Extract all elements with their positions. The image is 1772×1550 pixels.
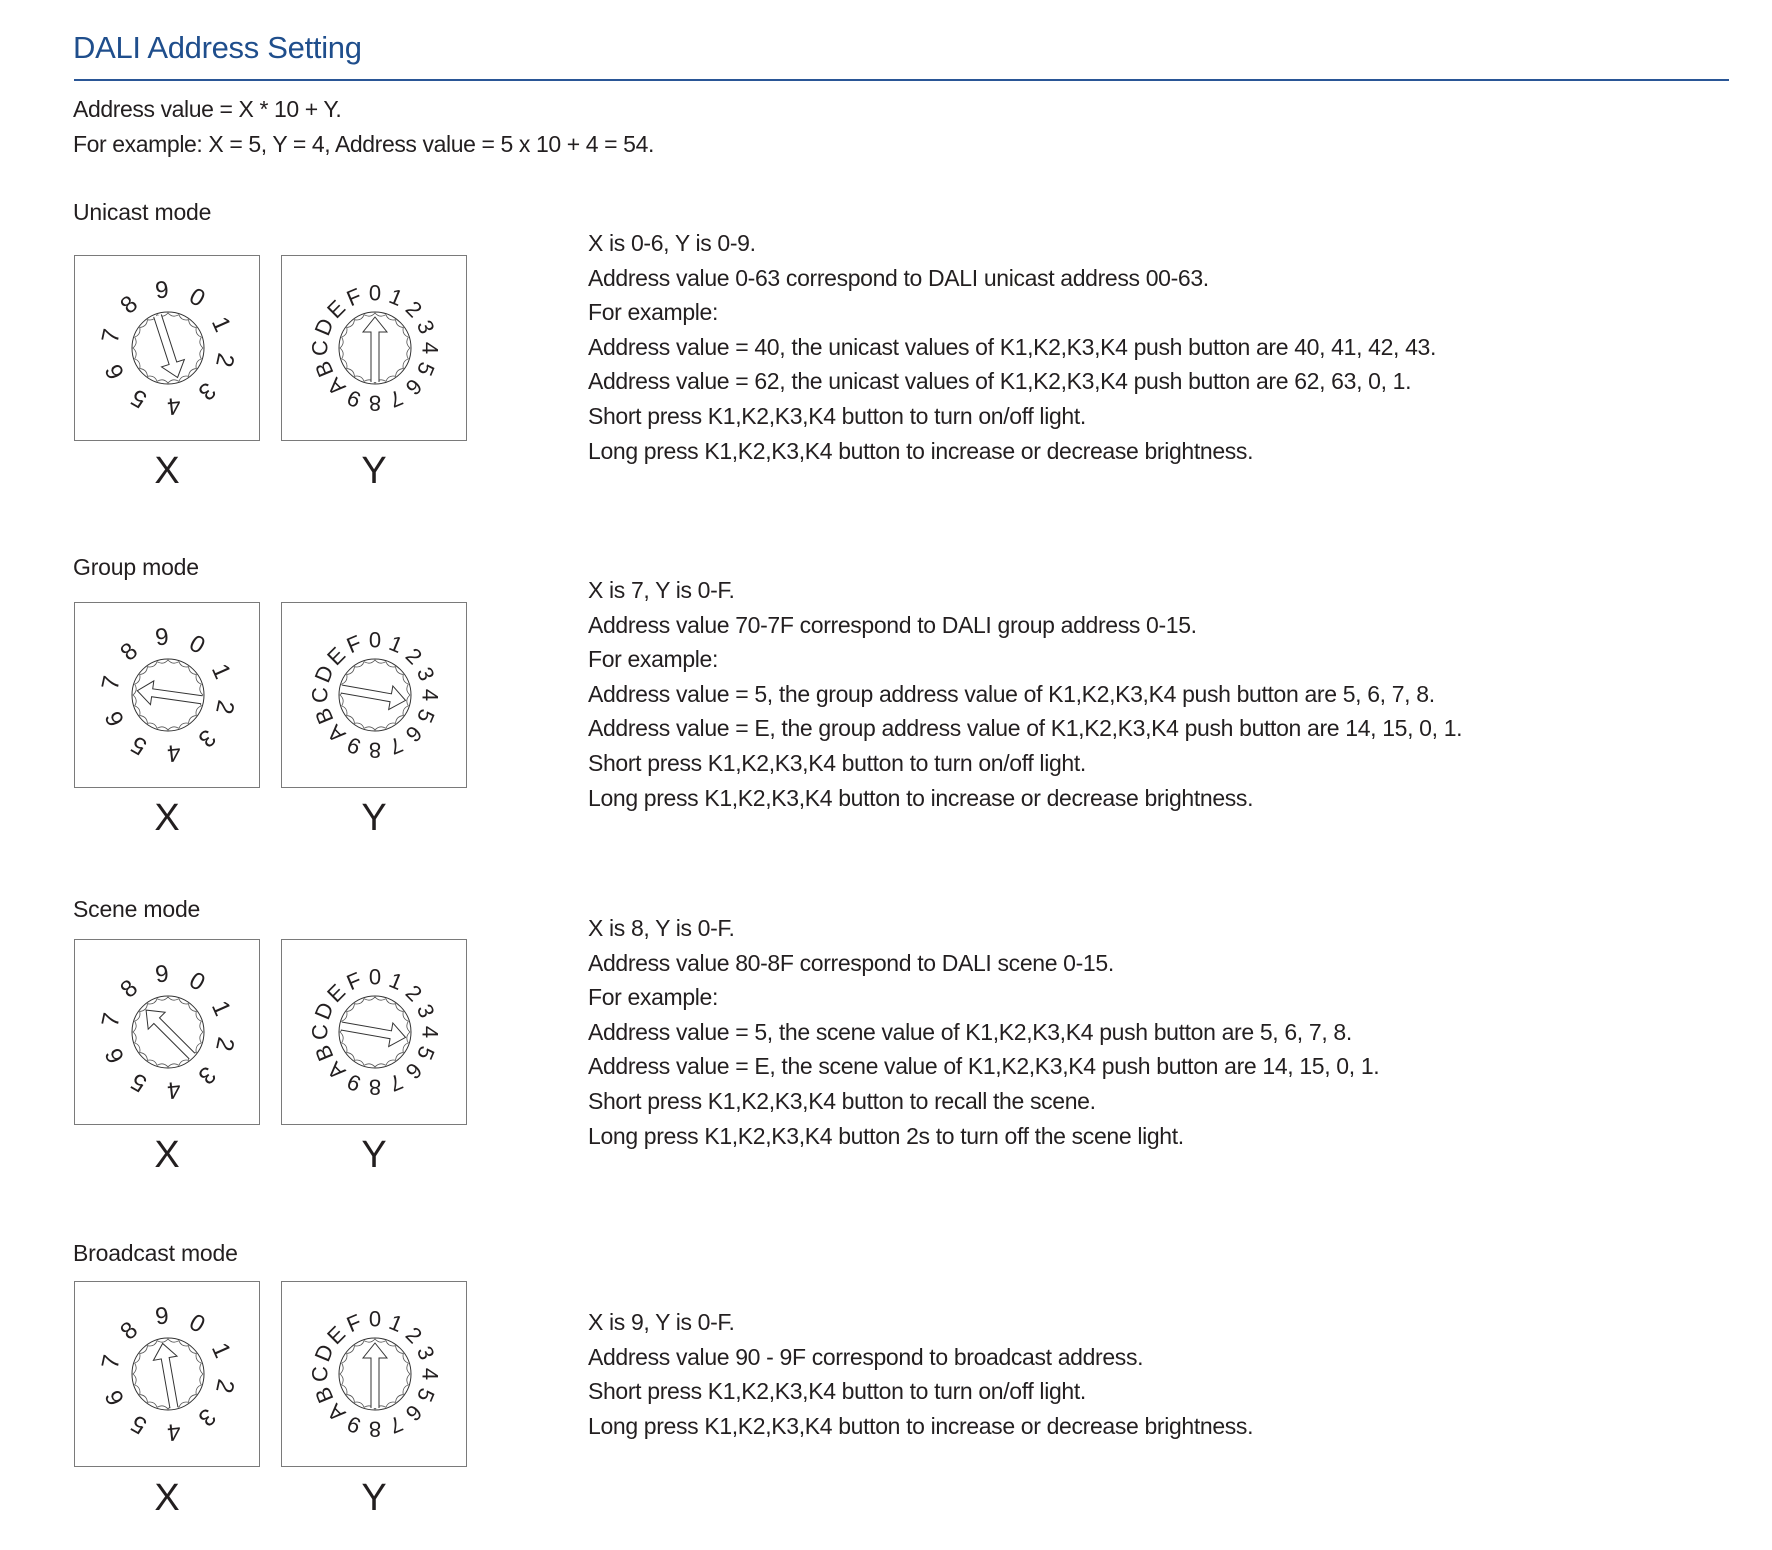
description-line: Long press K1,K2,K3,K4 button to increase or decrease brightness. bbox=[588, 784, 1254, 811]
dial-y-unicast[interactable] bbox=[281, 255, 467, 441]
svg-text:2: 2 bbox=[210, 1034, 240, 1054]
svg-text:1: 1 bbox=[385, 630, 407, 659]
svg-text:6: 6 bbox=[99, 706, 131, 731]
description-line: X is 0-6, Y is 0-9. bbox=[588, 230, 756, 256]
svg-text:8: 8 bbox=[368, 737, 382, 763]
rotary-switch-icon bbox=[75, 1282, 261, 1468]
svg-text:8: 8 bbox=[368, 1074, 382, 1100]
svg-text:7: 7 bbox=[385, 1068, 407, 1097]
svg-text:3: 3 bbox=[411, 663, 440, 685]
description-line: Short press K1,K2,K3,K4 button to turn on/off light. bbox=[588, 1378, 1086, 1405]
description-line: For example: bbox=[588, 984, 719, 1011]
svg-text:4: 4 bbox=[417, 688, 443, 702]
svg-text:9: 9 bbox=[153, 1302, 170, 1331]
svg-text:0: 0 bbox=[184, 1308, 210, 1339]
svg-text:3: 3 bbox=[411, 1000, 440, 1022]
svg-text:4: 4 bbox=[166, 738, 183, 767]
svg-text:7: 7 bbox=[96, 1352, 126, 1372]
svg-text:2: 2 bbox=[210, 350, 240, 370]
svg-text:1: 1 bbox=[385, 1309, 407, 1338]
svg-text:3: 3 bbox=[192, 1060, 221, 1090]
svg-text:5: 5 bbox=[411, 1384, 440, 1406]
axis-label-y: Y bbox=[361, 450, 387, 492]
description-line: Address value = E, the scene value of K1,K2,K3,K4 push button are 14, 15, 0, 1. bbox=[588, 1053, 1380, 1080]
svg-text:6: 6 bbox=[99, 1385, 131, 1410]
section-description-unicast bbox=[588, 226, 1436, 468]
section-description-scene bbox=[588, 911, 1379, 1153]
title-divider bbox=[74, 79, 1729, 81]
svg-text:F: F bbox=[342, 283, 365, 312]
svg-text:6: 6 bbox=[400, 720, 428, 748]
svg-text:7: 7 bbox=[96, 1010, 126, 1030]
section-label-unicast: Unicast mode bbox=[73, 199, 212, 225]
dial-y-broadcast[interactable] bbox=[281, 1281, 467, 1467]
svg-text:E: E bbox=[322, 979, 351, 1008]
description-line: Long press K1,K2,K3,K4 button 2s to turn off the scene light. bbox=[588, 1122, 1184, 1149]
dial-x-unicast[interactable] bbox=[74, 255, 260, 441]
svg-text:B: B bbox=[309, 704, 339, 728]
svg-text:5: 5 bbox=[126, 1067, 152, 1098]
svg-text:6: 6 bbox=[99, 1043, 131, 1068]
svg-text:E: E bbox=[322, 642, 351, 671]
svg-text:A: A bbox=[322, 719, 351, 748]
svg-text:8: 8 bbox=[368, 1416, 382, 1442]
description-line: X is 7, Y is 0-F. bbox=[588, 577, 735, 603]
svg-text:2: 2 bbox=[400, 295, 428, 323]
section-description-broadcast bbox=[588, 1305, 1253, 1443]
address-example: For example: X = 5, Y = 4, Address value = 5 x 10 + 4 = 54. bbox=[73, 131, 654, 157]
svg-text:3: 3 bbox=[192, 723, 221, 753]
description-line: Address value 0-63 correspond to DALI unicast address 00-63. bbox=[588, 264, 1209, 291]
axis-label-x: X bbox=[154, 450, 180, 492]
svg-text:1: 1 bbox=[385, 967, 407, 996]
svg-text:2: 2 bbox=[400, 979, 428, 1007]
svg-text:A: A bbox=[322, 1398, 351, 1427]
svg-text:C: C bbox=[307, 1024, 333, 1040]
description-line: Long press K1,K2,K3,K4 button to increase or decrease brightness. bbox=[588, 1412, 1254, 1439]
svg-text:9: 9 bbox=[153, 623, 170, 652]
svg-text:8: 8 bbox=[368, 390, 382, 416]
description-line: Address value = 5, the scene value of K1,K2,K3,K4 push button are 5, 6, 7, 8. bbox=[588, 1018, 1352, 1045]
svg-text:1: 1 bbox=[205, 659, 237, 684]
dial-x-group[interactable] bbox=[74, 602, 260, 788]
svg-text:8: 8 bbox=[115, 637, 144, 667]
svg-text:1: 1 bbox=[385, 283, 407, 312]
description-line: Address value = 62, the unicast values of K1,K2,K3,K4 push button are 62, 63, 0, 1. bbox=[588, 368, 1412, 395]
svg-text:6: 6 bbox=[400, 1057, 428, 1085]
svg-text:4: 4 bbox=[166, 391, 183, 420]
description-line: For example: bbox=[588, 646, 719, 673]
svg-text:0: 0 bbox=[368, 1306, 382, 1332]
svg-text:0: 0 bbox=[368, 627, 382, 653]
description-line: Address value 80-8F correspond to DALI scene 0-15. bbox=[588, 949, 1114, 976]
svg-text:4: 4 bbox=[166, 1417, 183, 1446]
axis-label-x: X bbox=[154, 797, 180, 839]
svg-text:8: 8 bbox=[115, 290, 144, 320]
dial-y-scene[interactable] bbox=[281, 939, 467, 1125]
svg-text:9: 9 bbox=[343, 384, 365, 413]
axis-label-y: Y bbox=[361, 1477, 387, 1519]
svg-text:3: 3 bbox=[192, 376, 221, 406]
address-formula: Address value = X * 10 + Y. bbox=[73, 96, 342, 122]
description-line: For example: bbox=[588, 299, 719, 326]
axis-label-y: Y bbox=[361, 797, 387, 839]
svg-text:2: 2 bbox=[210, 697, 240, 717]
svg-text:4: 4 bbox=[166, 1075, 183, 1104]
svg-text:D: D bbox=[309, 314, 339, 340]
svg-text:1: 1 bbox=[205, 996, 237, 1021]
dial-x-broadcast[interactable] bbox=[74, 1281, 260, 1467]
svg-text:E: E bbox=[322, 295, 351, 324]
svg-text:2: 2 bbox=[210, 1376, 240, 1396]
svg-text:B: B bbox=[309, 1383, 339, 1407]
svg-text:7: 7 bbox=[96, 673, 126, 693]
svg-text:1: 1 bbox=[205, 1338, 237, 1363]
svg-text:9: 9 bbox=[343, 1068, 365, 1097]
svg-text:D: D bbox=[309, 998, 339, 1024]
svg-text:B: B bbox=[309, 1041, 339, 1065]
description-line: X is 9, Y is 0-F. bbox=[588, 1309, 735, 1335]
description-line: Short press K1,K2,K3,K4 button to turn on/off light. bbox=[588, 749, 1086, 776]
svg-text:9: 9 bbox=[343, 1410, 365, 1439]
svg-text:5: 5 bbox=[411, 358, 440, 380]
svg-text:9: 9 bbox=[153, 960, 170, 989]
axis-label-x: X bbox=[154, 1134, 180, 1176]
description-line: X is 8, Y is 0-F. bbox=[588, 915, 735, 941]
svg-text:0: 0 bbox=[368, 964, 382, 990]
svg-text:2: 2 bbox=[400, 642, 428, 670]
dial-y-group[interactable] bbox=[281, 602, 467, 788]
svg-text:9: 9 bbox=[153, 276, 170, 305]
rotary-switch-icon bbox=[75, 603, 261, 789]
svg-text:C: C bbox=[307, 340, 333, 356]
description-line: Address value 70-7F correspond to DALI group address 0-15. bbox=[588, 611, 1197, 638]
section-label-scene: Scene mode bbox=[73, 896, 201, 922]
description-line: Address value 90 - 9F correspond to broadcast address. bbox=[588, 1343, 1144, 1370]
axis-label-x: X bbox=[154, 1477, 180, 1519]
svg-text:D: D bbox=[309, 661, 339, 687]
svg-text:4: 4 bbox=[417, 1025, 443, 1039]
rotary-switch-icon bbox=[282, 1282, 468, 1468]
svg-text:3: 3 bbox=[192, 1402, 221, 1432]
description-line: Long press K1,K2,K3,K4 button to increase or decrease brightness. bbox=[588, 437, 1254, 464]
svg-text:D: D bbox=[309, 1340, 339, 1366]
svg-text:5: 5 bbox=[411, 705, 440, 727]
svg-text:F: F bbox=[342, 1309, 365, 1338]
svg-text:6: 6 bbox=[400, 373, 428, 401]
description-line: Address value = 40, the unicast values of K1,K2,K3,K4 push button are 40, 41, 42, 43. bbox=[588, 333, 1437, 360]
rotary-switch-icon bbox=[282, 603, 468, 789]
svg-text:0: 0 bbox=[368, 280, 382, 306]
svg-text:4: 4 bbox=[417, 1367, 443, 1381]
svg-text:F: F bbox=[342, 630, 365, 659]
rotary-switch-icon bbox=[75, 940, 261, 1126]
section-label-broadcast: Broadcast mode bbox=[73, 1240, 238, 1266]
svg-text:E: E bbox=[322, 1321, 351, 1350]
svg-text:7: 7 bbox=[385, 1410, 407, 1439]
axis-label-y: Y bbox=[361, 1134, 387, 1176]
description-line: Address value = E, the group address value of K1,K2,K3,K4 push button are 14, 15, 0, 1. bbox=[588, 715, 1463, 742]
svg-text:4: 4 bbox=[417, 341, 443, 355]
description-line: Short press K1,K2,K3,K4 button to recall the scene. bbox=[588, 1087, 1096, 1114]
svg-text:5: 5 bbox=[126, 1409, 152, 1440]
svg-text:F: F bbox=[342, 967, 365, 996]
svg-text:5: 5 bbox=[126, 730, 152, 761]
svg-text:C: C bbox=[307, 1366, 333, 1382]
section-label-group: Group mode bbox=[73, 554, 199, 580]
svg-text:2: 2 bbox=[400, 1321, 428, 1349]
rotary-switch-icon bbox=[282, 940, 468, 1126]
svg-text:1: 1 bbox=[205, 312, 237, 337]
svg-text:A: A bbox=[322, 372, 351, 401]
svg-text:8: 8 bbox=[115, 1316, 144, 1346]
svg-text:7: 7 bbox=[385, 384, 407, 413]
page-title: DALI Address Setting bbox=[73, 30, 362, 65]
description-line: Short press K1,K2,K3,K4 button to turn on/off light. bbox=[588, 402, 1086, 429]
dial-x-scene[interactable] bbox=[74, 939, 260, 1125]
svg-text:6: 6 bbox=[400, 1399, 428, 1427]
rotary-switch-icon bbox=[75, 256, 261, 442]
section-description-group bbox=[588, 573, 1462, 815]
svg-text:5: 5 bbox=[411, 1042, 440, 1064]
svg-text:0: 0 bbox=[184, 282, 210, 313]
svg-text:7: 7 bbox=[385, 731, 407, 760]
svg-text:A: A bbox=[322, 1056, 351, 1085]
rotary-switch-icon bbox=[282, 256, 468, 442]
svg-text:3: 3 bbox=[411, 1342, 440, 1364]
svg-text:6: 6 bbox=[99, 359, 131, 384]
svg-text:C: C bbox=[307, 687, 333, 703]
svg-text:8: 8 bbox=[115, 974, 144, 1004]
svg-text:7: 7 bbox=[96, 326, 126, 346]
svg-text:0: 0 bbox=[184, 966, 210, 997]
svg-text:3: 3 bbox=[411, 316, 440, 338]
svg-text:5: 5 bbox=[126, 383, 152, 414]
svg-text:B: B bbox=[309, 357, 339, 381]
description-line: Address value = 5, the group address value of K1,K2,K3,K4 push button are 5, 6, 7, 8. bbox=[588, 680, 1435, 707]
svg-text:9: 9 bbox=[343, 731, 365, 760]
svg-text:0: 0 bbox=[184, 629, 210, 660]
